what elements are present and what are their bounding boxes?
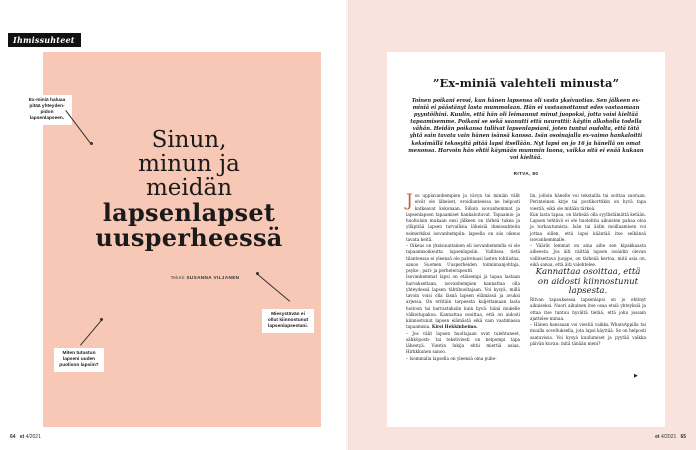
left-page-number: 64 xyxy=(10,434,16,440)
right-folio xyxy=(655,434,686,440)
article-paragraph: Isovanhemmat lapsi on etäisempi ja tapaa lastaan harvakseltaan, isovanhempien kannattaa olla yhteydessä lapsen tähtihuoltajaan. Voi kysyä, millä tavoin voisi olla läsnä lapsen elämässä ja avuksi arjessa. On erittäin tarpeesta kuljettamaan lasta hoitoon tai harrastuksiin kuin hyvä: hänä mukelle välkoitupakoa. Kannattaa osoittaa, että on aidosti kiinnostunut lapsen elämästä eikä vain vaatimassa tapaamisia. Kirsi Hekkinheimo. xyxy=(406,274,520,330)
article-column-1 xyxy=(406,193,520,362)
article-paragraph: Jos uppiavanhempien ja vävyn tai miniän välit eivät ole läheiset, eroidlanteessa ne helposti katkeavat kokonaan. Silloin isovanhemmat ja lapsenlapsen tapaamiset hankaloituvat. Tapaamis- ja huoltolain mukaan ensi jälkeen on tärkeä tukea ja ylläpitää lapsen turvallisia läheisiä ihmissuhteita esimerkiksi isovanhempiin: lapsella on siis oikeus tavata heitä. xyxy=(406,191,520,242)
expert-name: Kirsi Hekkinheimo. xyxy=(431,324,478,330)
drop-cap: J xyxy=(406,191,413,211)
callout-leader-dot xyxy=(256,272,259,275)
right-issue: 4/2021 xyxy=(660,434,677,440)
continue-arrow-icon: ▶ xyxy=(634,373,638,379)
callout-leader-dot xyxy=(90,142,93,145)
left-folio xyxy=(10,434,41,440)
article-paragraph: Kun lasta tapaa, on tärkeää olla syyllistämättä ketään. Lapsen tehtävä ei ole huolehtia aikuisten pahaa oloa ja turhautumista. Isän tai äidin moillaamisen voi jottaa sillen, että lapsi kääntää itse selkänsä isovanhemmalle. xyxy=(530,211,646,242)
right-page-number: 65 xyxy=(680,434,686,440)
story-title: ”Ex-miniä valehteli minusta” xyxy=(432,76,620,90)
byline-prefix: Teksti xyxy=(170,275,185,280)
byline-author: SUSANNA VILJANEN xyxy=(186,275,240,280)
article-paragraph: – Väärät lemmat on aina aihe sen kipakkaasta aiheesta. Jos äiti väittää lapsen isoäidin olevan vallitsettava juoppo, on tärkeää kertoa, mitä asia on, eikä sanoa, että äiti valehtelee. xyxy=(530,243,646,267)
article-paragraph: – Oikeus on yksisuuntainen eli isovanhemmilla ei ole tapaamisoikeutta lapsenlapsiin. Vallitsea tietä tilanteessa ei yleensä ole palveluasi lasten tohtiistaa, sanoo Suomen Uusperheiden toiminnanjohtaja, psyko-, pari- ja perheterapeutti xyxy=(406,243,520,273)
story-intro: Toinen poikani erosi, kun hänen lapsensa oli vasta yksivuotias. Sen jälkeen ex-miniä ei päästänyt lasta mummolaan. Hän ei vastaanottanut edes vastaamaan pyyntöihini. Kuulin, että hän oli leimannut minut juopoksi, jotta voisi kieltää tapaamisemme. Poikani se sekä saanutti että naurattii: käytin alkoholia todella vähän. Heidän poikansa tuliivat lapsenlapsiani, joten tuntui oudolta, että tätä yhtä sain tavata vain hänen isänsä kanssa. Isän osoinajalla ex-vaimo hankaloitti keksimällä tekosyitä pitää lapsi itsellään. Nyt lapsi on jo 16 ja hänellä on omat menonsa. Harvoin hän ehtii käymään mummin luona, vaikka sitä ei enää kukaan voi kieltää. xyxy=(408,98,644,161)
headline-line-5: uusperheessä xyxy=(95,223,283,252)
section-tag: Ihmissuhteet xyxy=(8,33,81,47)
article-column-3 xyxy=(530,297,646,347)
headline xyxy=(55,128,323,250)
article-paragraph: – Hänen kanssaan voi viestiä vaikka WhatsAppilla tai muulla sovelluksella, jota lapsi käyttää. Se on helposti saatavissa. Voi kysyä kuulumiset ja pyytää vaikka päivän kuvan: mitä tänään meni? xyxy=(530,322,646,346)
callout-leader-dot xyxy=(100,318,103,321)
left-issue: 4/2021 xyxy=(25,434,41,440)
callout-text: Miten tutustun lapseni uuden puolison lapsiin? xyxy=(54,348,104,372)
spread-gutter xyxy=(346,0,350,450)
article-paragraph: lin, jolloin hänelle voi tekstailla tai soittaa suoraan. Perinteinen kirje tai postikorttikin on hyvä tapa viestiä, eikä ole mitään tärkeä. xyxy=(530,193,646,211)
headline-line-3: meidän xyxy=(145,175,233,201)
callout-new-partner-children xyxy=(54,348,104,372)
left-brand: et xyxy=(19,434,25,440)
headline-line-1: Sinun, xyxy=(151,127,227,153)
article-column-2 xyxy=(530,193,646,268)
pull-quote: Kannattaa osoittaa, että on aidosti kiinnostunut lapsesta. xyxy=(535,267,641,296)
article-paragraph: – Isommalla lapsella on yleensä oma puhe- xyxy=(406,355,497,361)
article-paragraph: – Jos välit lapsen huoltajaan ovat tulehtuneet, sähköposti- tai tekstiviesti on helpompi tapa lähestyä. Viestin lukija ehtii miettiä asiaa, Hirkkkunen sanoo. xyxy=(406,330,520,355)
callout-boyfriend xyxy=(262,309,314,333)
article-paragraph: Ritvan tapauksessa lapsenlapsi on jo ehtinyt aikuiseksi. Nuori aikuinen itse osaa etsiä yhteyksiä ja ottaa itse tuntuu hyvältä tietää, että joku jossain ajattelee minua. xyxy=(530,297,646,321)
headline-line-4: lapsenlapset xyxy=(102,198,276,227)
callout-text: Miesystävän ei ollut kiinnostunut lapsenlapsestani. xyxy=(262,309,314,333)
story-signature: RITVA, 80 xyxy=(513,171,539,176)
headline-line-2: minun ja xyxy=(138,151,240,177)
right-brand: et xyxy=(655,434,660,440)
callout-text: Ex-miniä haluaa pitää yhteyden-pidon lapsenlapseen. xyxy=(22,95,72,125)
